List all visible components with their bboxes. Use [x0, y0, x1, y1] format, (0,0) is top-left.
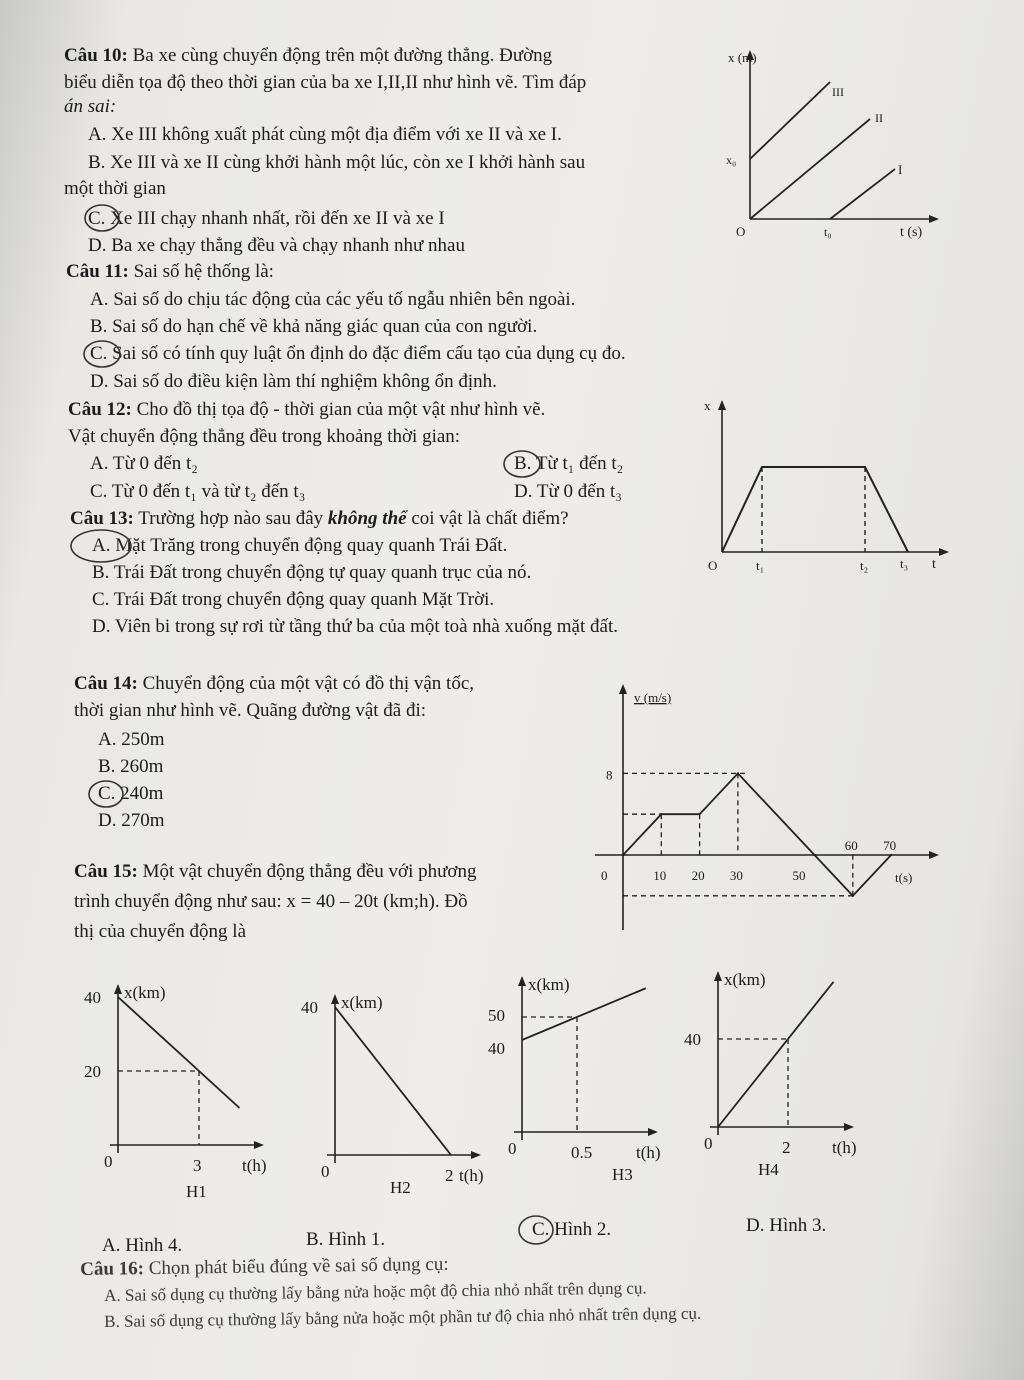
q12-option-b[interactable]: B. Từ t₁ đến t₂	[514, 453, 624, 474]
q14-option-b[interactable]: B. 260m	[98, 756, 164, 777]
q15-text1: Một vật chuyển động thẳng đều với phương	[142, 861, 477, 882]
q13-title: Câu 13:	[70, 508, 134, 529]
xt-ylabel: x(km)	[528, 975, 570, 994]
xt-ytick-label: 40	[84, 988, 101, 1007]
q15-answer-circle	[514, 1213, 558, 1247]
q14-answer-circle	[84, 778, 128, 810]
q14-text1: Chuyển động của một vật có đồ thị vận tốc,	[142, 673, 475, 694]
q14-xtick-label: 30	[729, 868, 743, 883]
q15-option-b[interactable]: B. Hình 1.	[306, 1229, 386, 1250]
q14-xtick-label: 0	[601, 868, 608, 883]
q10-graph	[720, 44, 950, 244]
q14-xtick-label: 10	[653, 868, 667, 883]
q12-text2: Vật chuyển động thẳng đều trong khoảng thời gian:	[68, 426, 461, 447]
q15-option-d[interactable]: D. Hình 3.	[746, 1215, 827, 1236]
q12-t1: t₁	[756, 558, 765, 573]
q13-answer-circle	[66, 526, 136, 566]
xt-xtick-label: 2	[445, 1166, 454, 1185]
q14-xtick-label: 50	[792, 868, 806, 883]
q15-text2: trình chuyển động như sau: x = 40 – 20t (km;h). Đồ	[74, 891, 468, 912]
q10-option-d[interactable]: D. Ba xe chạy thẳng đều và chạy nhanh như nhau	[88, 235, 465, 256]
q14-xtick-label: 20	[691, 868, 705, 883]
q12-option-a[interactable]: A. Từ 0 đến t₂	[90, 453, 198, 474]
xt-xlabel: t(h)	[636, 1143, 661, 1162]
q10-line-II	[750, 119, 870, 219]
q10-label-I: I	[898, 162, 903, 177]
q16-text: Chọn phát biểu đúng về sai số dụng cụ:	[148, 1253, 449, 1280]
q14-text2: thời gian như hình vẽ. Quãng đường vật đã đi:	[74, 700, 427, 721]
q14-data-point	[622, 854, 624, 856]
q14-option-c[interactable]: C. 240m	[98, 783, 164, 804]
xt-motion-line	[118, 997, 240, 1108]
xt-caption: H3	[612, 1165, 633, 1184]
xt-origin-label: 0	[321, 1162, 330, 1181]
q15-line1	[74, 858, 476, 885]
q14-title: Câu 14:	[74, 673, 138, 694]
q13-text-em: không thể	[327, 508, 407, 529]
q10-origin: O	[736, 224, 746, 239]
q12-t2: t₂	[860, 558, 869, 573]
q15-graph-h1	[84, 975, 298, 1205]
q11-option-b[interactable]: B. Sai số do hạn chế về khả năng giác quan của con người.	[90, 316, 538, 337]
q12-answer-circle	[500, 448, 544, 480]
q14-ytick-label: 8	[606, 767, 613, 783]
xt-ytick-label: 40	[488, 1039, 505, 1058]
q14-xtick-label: 60	[844, 838, 858, 853]
q13-option-b[interactable]: B. Trái Đất trong chuyển động tự quay quanh trục của nó.	[92, 562, 532, 583]
q14-xtick-label: 70	[883, 838, 897, 853]
q10-answer-circle	[82, 202, 122, 234]
q14-data-point	[813, 854, 815, 856]
q10-ylabel: x (m)	[728, 50, 757, 65]
q10-option-c[interactable]: C. Xe III chạy nhanh nhất, rồi đến xe II và xe I	[88, 208, 445, 229]
q11-answer-circle	[80, 338, 124, 370]
q14-line1	[74, 670, 474, 697]
q10-text3: án sai:	[64, 96, 117, 117]
q11-line	[66, 258, 274, 285]
q11-option-d[interactable]: D. Sai số do điều kiện làm thí nghiệm không ổn định.	[90, 371, 497, 392]
q12-title: Câu 12:	[68, 399, 132, 420]
q14-option-a[interactable]: A. 250m	[98, 729, 165, 750]
xt-xtick-label: 0.5	[571, 1143, 593, 1162]
q10-option-b2: một thời gian	[64, 178, 166, 199]
q12-graph	[700, 392, 950, 582]
q13-option-c[interactable]: C. Trái Đất trong chuyển động quay quanh Mặt Trời.	[92, 589, 495, 610]
q14-option-d[interactable]: D. 270m	[98, 810, 165, 831]
q15-text3: thị của chuyển động là	[74, 921, 247, 942]
q12-text1: Cho đồ thị tọa độ - thời gian của một vật như hình vẽ.	[136, 399, 546, 420]
xt-caption: H1	[186, 1182, 207, 1201]
xt-xlabel: t(h)	[242, 1156, 267, 1175]
q16-option-a[interactable]: A. Sai số dụng cụ thường lấy bằng nửa hoặc một độ chia nhỏ nhất trên dụng cụ.	[104, 1278, 647, 1305]
q10-option-a[interactable]: A. Xe III không xuất phát cùng một địa điểm với xe II và xe I.	[88, 124, 562, 145]
q14-vt-graph	[590, 680, 950, 940]
q12-option-c[interactable]: C. Từ 0 đến t₁ và từ t₂ đến t₃	[90, 481, 306, 502]
q12-line1	[68, 396, 545, 423]
q14-ylabel: v (m/s)	[634, 690, 672, 705]
q14-data-point	[852, 895, 854, 897]
q11-text: Sai số hệ thống là:	[133, 261, 274, 282]
xt-ylabel: x(km)	[124, 983, 166, 1002]
q11-title: Câu 11:	[66, 261, 129, 282]
xt-xtick-label: 2	[782, 1138, 791, 1157]
xt-ytick-label: 50	[488, 1006, 505, 1025]
q15-option-c[interactable]: C. Hình 2.	[532, 1219, 612, 1240]
q15-graph-h4	[680, 965, 880, 1185]
xt-caption: H2	[390, 1178, 411, 1197]
q16-title: Câu 16:	[80, 1258, 145, 1280]
q14-data-point	[890, 854, 892, 856]
q10-t0: t₀	[824, 225, 832, 239]
q13-text-post: coi vật là chất điểm?	[406, 508, 569, 529]
q12-origin: O	[708, 558, 718, 573]
xt-ylabel: x(km)	[341, 993, 383, 1012]
q10-line-III	[750, 82, 830, 159]
q10-x0: x₀	[726, 153, 737, 167]
q15-graph-h2	[295, 985, 495, 1215]
xt-motion-line	[718, 982, 834, 1127]
xt-xlabel: t(h)	[832, 1138, 857, 1157]
q12-option-d[interactable]: D. Từ 0 đến t₃	[514, 481, 622, 502]
q14-data-point	[660, 813, 662, 815]
xt-origin-label: 0	[104, 1152, 113, 1171]
xt-motion-line	[522, 988, 646, 1040]
q10-text1: Ba xe cùng chuyển động trên một đường thẳng. Đường	[132, 45, 553, 66]
q10-xlabel: t (s)	[900, 225, 923, 240]
xt-xlabel: t(h)	[459, 1166, 484, 1185]
q15-option-a[interactable]: A. Hình 4.	[102, 1235, 183, 1256]
q14-data-point	[737, 772, 739, 774]
q10-line1	[64, 42, 552, 69]
q10-label-II: II	[875, 111, 883, 125]
q10-option-b1[interactable]: B. Xe III và xe II cùng khởi hành một lúc, còn xe I khởi hành sau	[88, 152, 586, 173]
xt-ytick-label: 40	[684, 1030, 701, 1049]
q12-xlabel: t	[932, 557, 936, 572]
q10-text2: biểu diễn tọa độ theo thời gian của ba xe I,II,II như hình vẽ. Tìm đáp	[64, 72, 587, 93]
q15-graph-h3	[488, 970, 688, 1190]
xt-ytick-label: 20	[84, 1062, 101, 1081]
q15-title: Câu 15:	[74, 861, 138, 882]
q12-xt-curve	[722, 467, 908, 552]
xt-motion-line	[335, 1007, 451, 1155]
q14-data-point	[698, 813, 700, 815]
q12-ylabel: x	[704, 398, 711, 413]
q10-label-III: III	[832, 85, 844, 99]
q11-option-a[interactable]: A. Sai số do chịu tác động của các yếu tố ngẫu nhiên bên ngoài.	[90, 289, 576, 310]
q12-t3: t₃	[900, 556, 909, 571]
q13-option-d[interactable]: D. Viên bi trong sự rơi từ tầng thứ ba của một toà nhà xuống mặt đất.	[92, 616, 618, 637]
q13-text-pre: Trường hợp nào sau đây	[138, 508, 328, 529]
q10-title: Câu 10:	[64, 45, 128, 66]
q10-line-I	[830, 169, 895, 219]
q13-line	[70, 505, 569, 532]
xt-origin-label: 0	[704, 1134, 713, 1153]
xt-origin-label: 0	[508, 1139, 517, 1158]
q13-option-a[interactable]: A. Mặt Trăng trong chuyển động quay quanh Trái Đất.	[92, 535, 508, 556]
xt-ytick-label: 40	[301, 998, 318, 1017]
q16-option-b[interactable]: B. Sai số dụng cụ thường lấy bằng nửa hoặc một phần tư độ chia nhỏ nhất trên dụng cụ.	[104, 1303, 702, 1331]
q14-xlabel: t(s)	[895, 870, 913, 885]
q11-option-c[interactable]: C. Sai số có tính quy luật ổn định do đặc điểm cấu tạo của dụng cụ đo.	[90, 343, 626, 364]
xt-caption: H4	[758, 1160, 779, 1179]
xt-ylabel: x(km)	[724, 970, 766, 989]
xt-xtick-label: 3	[193, 1156, 202, 1175]
